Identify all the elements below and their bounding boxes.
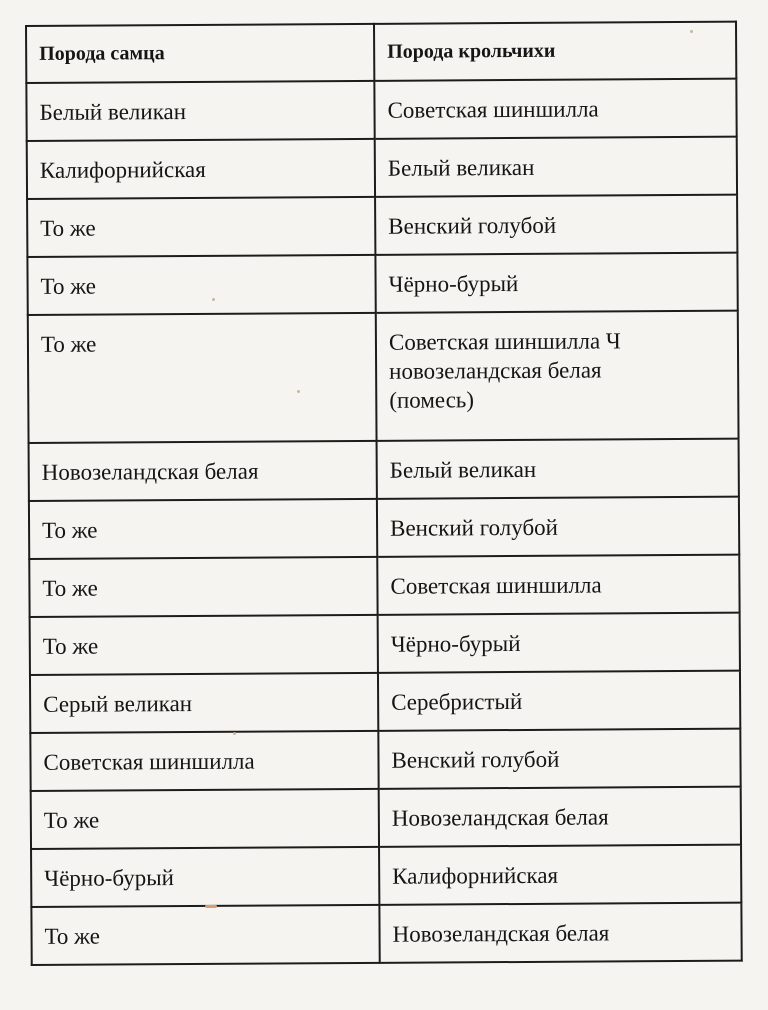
cell-male-breed: То же (27, 197, 375, 257)
cell-male-breed: То же (29, 557, 377, 617)
cell-female-breed: Советская шиншилла (374, 79, 736, 139)
cell-male-breed: Чёрно-бурый (31, 847, 379, 907)
table-row (27, 195, 737, 257)
table-row (30, 729, 740, 791)
cell-female-breed: Советская шиншилла (377, 555, 739, 615)
table-row (27, 137, 737, 199)
cell-male-breed: Калифорнийская (27, 139, 375, 199)
cell-female-breed-text: Советская шиншилла Ч новозеландская белая (помесь) (388, 328, 621, 413)
cell-female-breed: Новозеландская белая (379, 787, 741, 847)
cell-female-breed: Белый великан (377, 439, 739, 499)
cell-female-breed: Чёрно-бурый (375, 253, 737, 313)
table-row (29, 555, 739, 617)
cell-female-breed: Венский голубой (377, 497, 739, 557)
table-row (27, 253, 737, 315)
paper-speck (690, 30, 693, 33)
cell-male-breed: Новозеландская белая (29, 441, 377, 501)
paper-speck (212, 298, 215, 301)
cell-male-breed: То же (29, 499, 377, 559)
table-row (31, 845, 741, 907)
breed-crossing-table (25, 21, 743, 966)
table-row (26, 79, 736, 141)
cell-female-breed: Венский голубой (378, 729, 740, 789)
paper-speck (205, 905, 217, 908)
cell-female-breed: Белый великан (375, 137, 737, 197)
header-male-breed: Порода самца (26, 24, 374, 83)
table-header-row (26, 22, 736, 83)
table-row (30, 671, 740, 733)
cell-female-breed (376, 311, 739, 441)
cell-male-breed: То же (31, 905, 379, 965)
cell-male-breed: Советская шиншилла (30, 731, 378, 791)
table-row (31, 903, 741, 965)
cell-male-breed: То же (28, 313, 377, 443)
header-female-breed: Порода крольчихи (374, 22, 736, 81)
cell-female-breed: Новозеландская белая (379, 903, 741, 963)
cell-female-breed: Калифорнийская (379, 845, 741, 905)
cell-male-breed: Белый великан (26, 81, 374, 141)
cell-male-breed: То же (30, 615, 378, 675)
table-row (29, 497, 739, 559)
cell-female-breed: Серебристый (378, 671, 740, 731)
paper-speck (233, 732, 236, 735)
cell-male-breed: То же (31, 789, 379, 849)
cell-male-breed: То же (27, 255, 375, 315)
table-row (30, 613, 740, 675)
table-row (29, 439, 739, 501)
paper-speck (297, 390, 300, 393)
table-row (28, 311, 739, 443)
cell-male-breed: Серый великан (30, 673, 378, 733)
cell-female-breed: Чёрно-бурый (378, 613, 740, 673)
table-row (31, 787, 741, 849)
cell-female-breed: Венский голубой (375, 195, 737, 255)
